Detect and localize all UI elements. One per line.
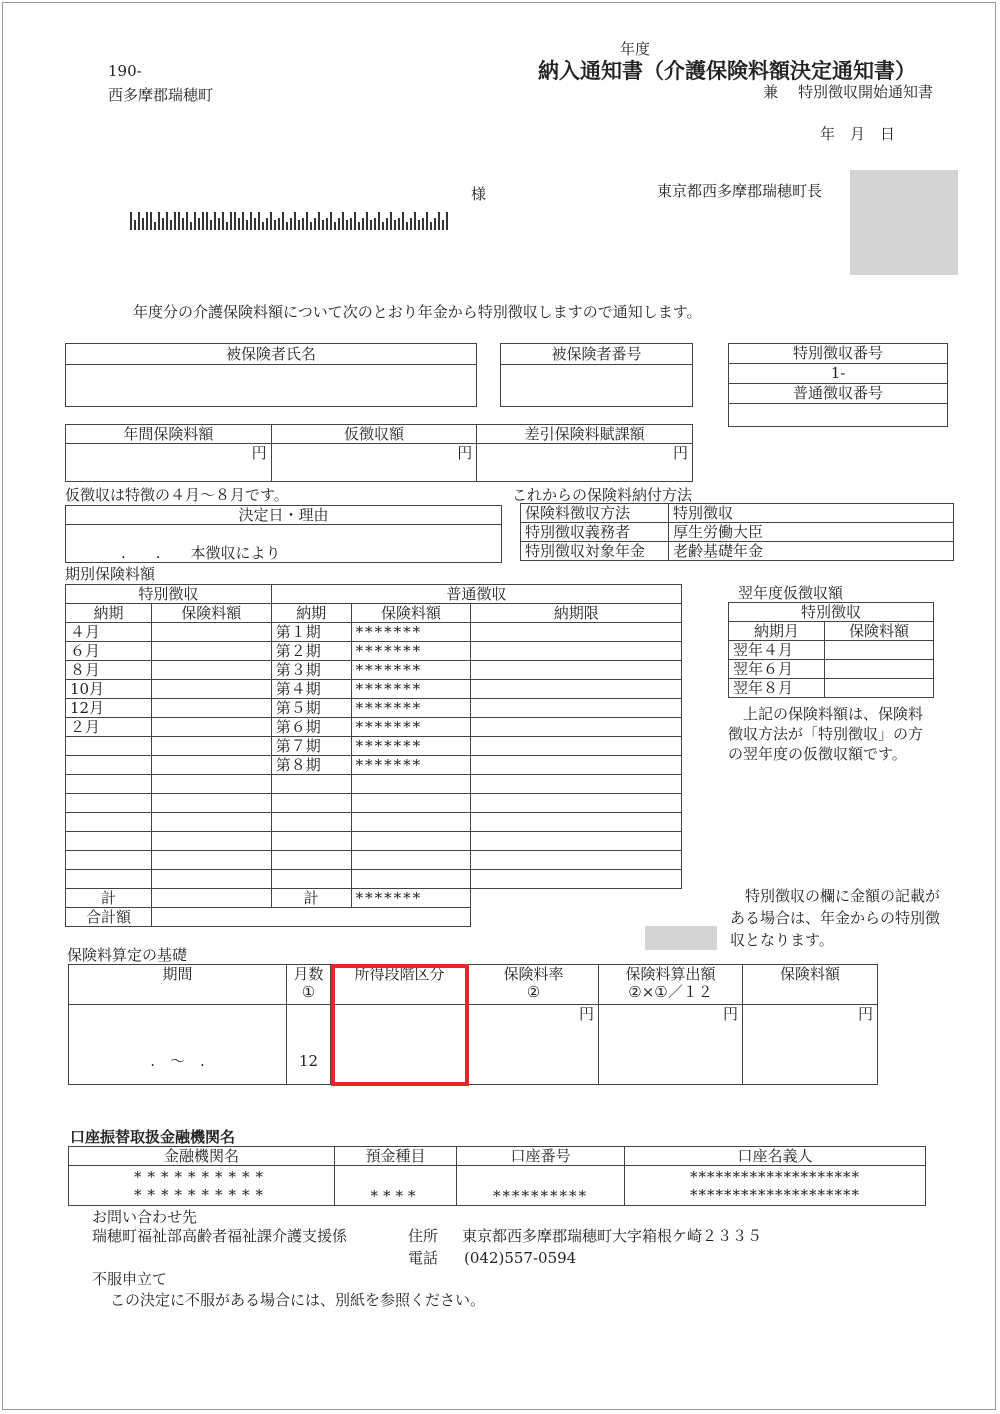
table-row (66, 832, 682, 851)
balance-yen: 円 (477, 444, 693, 482)
next-year-amount-header: 保険料額 (825, 622, 934, 641)
decision-header: 決定日・理由 (66, 506, 502, 525)
contact-phone: (042)557-0594 (464, 1249, 577, 1267)
table-row (66, 699, 682, 718)
normal-amount: ******* (351, 756, 471, 775)
annual-fee-yen: 円 (66, 444, 272, 482)
method-value: 特別徴収 (669, 504, 954, 523)
subtitle-prefix: 兼 (763, 83, 779, 101)
pension-label: 特別徴収対象年金 (521, 542, 669, 561)
next-year-month-header: 納期月 (729, 622, 825, 641)
next-year-table (728, 602, 934, 698)
contact-address-label: 住所 (408, 1227, 439, 1245)
special-month: 10月 (66, 680, 152, 699)
income-bracket-header: 所得段階区分 (331, 965, 469, 1005)
pension-value: 老齢基礎年金 (669, 542, 954, 561)
special-month: ８月 (66, 661, 152, 680)
normal-amount: ******* (351, 623, 471, 642)
rate-header: 保険料率 (503, 965, 564, 983)
months-value: 12 (287, 1005, 331, 1085)
table-row (729, 641, 934, 660)
table-row (66, 851, 682, 870)
collection-number-box (728, 343, 948, 427)
normal-amount: ******* (351, 737, 471, 756)
account-number-header: 口座番号 (457, 1147, 625, 1166)
institution-line-2: ********** (134, 1185, 269, 1204)
next-year-month: 翌年６月 (729, 660, 825, 679)
term-header: 納期 (271, 604, 351, 623)
calc-yen: 円 (599, 1005, 743, 1085)
obligor-label: 特別徴収義務者 (521, 523, 669, 542)
bank-table (68, 1146, 926, 1206)
amount-table (65, 424, 693, 482)
normal-term: 第１期 (271, 623, 351, 642)
next-year-month: 翌年４月 (729, 641, 825, 660)
provisional-note: 仮徴収は特徴の４月～８月です。 (65, 486, 289, 504)
next-year-subheader: 特別徴収 (729, 603, 934, 622)
deposit-type-value: **** (335, 1166, 457, 1206)
provisional-yen: 円 (271, 444, 477, 482)
normal-amount: ******* (351, 642, 471, 661)
special-collection-note: 特別徴収の欄に金額の記載がある場合は、年金からの特別徴収となります。 (730, 887, 941, 949)
document-title: 納入通知書（介護保険料額決定通知書） (538, 58, 916, 83)
annual-fee-header: 年間保険料額 (66, 425, 272, 444)
year-label: 年度 (620, 40, 651, 58)
table-row (66, 680, 682, 699)
institution-cell (69, 1166, 335, 1206)
issuer-name: 東京都西多摩郡瑞穂町長 (657, 182, 823, 200)
next-year-title: 翌年度仮徴収額 (738, 584, 844, 602)
grand-total-label: 合計額 (66, 908, 152, 927)
appeal-title: 不服申立て (92, 1270, 168, 1288)
special-month: ６月 (66, 642, 152, 661)
months-sub: ① (301, 983, 316, 1001)
special-month: 12月 (66, 699, 152, 718)
obligor-value: 厚生労働大臣 (669, 523, 954, 542)
contact-phone-label: 電話 (408, 1249, 439, 1267)
special-collection-header: 特別徴収 (66, 585, 272, 604)
insured-name-box (65, 343, 477, 407)
period-fee-title: 期別保険料額 (65, 565, 156, 583)
table-row (66, 623, 682, 642)
normal-amount: ******* (351, 699, 471, 718)
contact-title: お問い合わせ先 (92, 1208, 198, 1226)
redacted-mark (645, 926, 717, 950)
normal-term: 第４期 (271, 680, 351, 699)
account-holder-line-2: ******************** (690, 1185, 860, 1204)
income-bracket-highlight (331, 964, 469, 1086)
insured-name-header: 被保険者氏名 (66, 344, 476, 365)
fee-yen: 円 (743, 1005, 878, 1085)
provisional-header: 仮徴収額 (271, 425, 477, 444)
table-row (66, 661, 682, 680)
basis-table (68, 964, 878, 1085)
recipient-suffix: 様 (471, 185, 487, 203)
months-header-cell (287, 965, 331, 1005)
account-holder-cell (625, 1166, 926, 1206)
basis-title: 保険料算定の基礎 (67, 946, 188, 964)
period-value: . 〜 . (69, 1005, 287, 1085)
issue-date: 年 月 日 (820, 125, 896, 143)
normal-term: 第２期 (271, 642, 351, 661)
normal-term: 第３期 (271, 661, 351, 680)
method-label: 保険料徴収方法 (521, 504, 669, 523)
normal-amount: ******* (351, 680, 471, 699)
total-row (66, 889, 682, 908)
normal-number-header: 普通徴収番号 (729, 384, 947, 404)
intro-text: 年度分の介護保険料額について次のとおり年金から特別徴収しますので通知します。 (133, 303, 702, 321)
appeal-text: この決定に不服がある場合には、別紙を参照ください。 (110, 1291, 486, 1309)
normal-total-label: 計 (271, 889, 351, 908)
rate-header-cell (469, 965, 599, 1005)
table-row (66, 794, 682, 813)
deposit-type-header: 預金種目 (335, 1147, 457, 1166)
table-row (66, 775, 682, 794)
normal-total-amount: ******* (351, 889, 471, 908)
decision-value: . . 本徴収により (66, 525, 502, 563)
table-row (66, 737, 682, 756)
period-fee-table (65, 584, 682, 927)
postal-barcode (130, 212, 455, 230)
payment-method-title: これからの保険料納付方法 (512, 486, 693, 504)
account-holder-header: 口座名義人 (625, 1147, 926, 1166)
bank-title: 口座振替取扱金融機関名 (70, 1128, 236, 1146)
official-seal (850, 170, 958, 275)
normal-collection-header: 普通徴収 (271, 585, 681, 604)
payment-method-table (520, 503, 954, 561)
calc-sub: ②×①／１２ (628, 983, 713, 1001)
table-row (66, 813, 682, 832)
special-amount-header: 保険料額 (151, 604, 271, 623)
period-header: 期間 (69, 965, 287, 1005)
recipient-address: 西多摩郡瑞穂町 (108, 86, 214, 104)
contact-department: 瑞穂町福祉部高齢者福祉課介護支援係 (92, 1227, 348, 1245)
special-number-header: 特別徴収番号 (729, 344, 947, 364)
next-year-month: 翌年８月 (729, 679, 825, 698)
table-row (66, 756, 682, 775)
balance-header: 差引保険料賦課額 (477, 425, 693, 444)
normal-term: 第８期 (271, 756, 351, 775)
calc-header-cell (599, 965, 743, 1005)
fee-header: 保険料額 (743, 965, 878, 1005)
months-header: 月数 (293, 965, 324, 983)
normal-amount: ******* (351, 718, 471, 737)
grand-total-row (66, 908, 682, 927)
special-total-label: 計 (66, 889, 152, 908)
calc-header: 保険料算出額 (625, 965, 716, 983)
special-number-value: 1- (729, 364, 947, 384)
normal-term: 第５期 (271, 699, 351, 718)
special-month: ２月 (66, 718, 152, 737)
institution-line-1: ********** (134, 1167, 269, 1186)
insured-number-header: 被保険者番号 (501, 344, 692, 365)
institution-header: 金融機関名 (69, 1147, 335, 1166)
account-number-value: ********** (457, 1166, 625, 1206)
table-row (66, 870, 682, 889)
normal-term: 第７期 (271, 737, 351, 756)
table-row (729, 679, 934, 698)
postal-code: 190- (108, 62, 142, 80)
deadline-header: 納期限 (471, 604, 682, 623)
table-row (66, 718, 682, 737)
normal-term: 第６期 (271, 718, 351, 737)
rate-yen: 円 (469, 1005, 599, 1085)
normal-amount: ******* (351, 661, 471, 680)
account-holder-line-1: ******************** (690, 1167, 860, 1186)
table-row (729, 660, 934, 679)
special-month: ４月 (66, 623, 152, 642)
due-header: 納期 (66, 604, 152, 623)
normal-amount-header: 保険料額 (351, 604, 471, 623)
rate-sub: ② (526, 983, 541, 1001)
table-row (66, 642, 682, 661)
document-subtitle: 特別徴収開始通知書 (798, 83, 934, 101)
insured-number-box (500, 343, 693, 407)
next-year-note: 上記の保険料額は、保険料徴収方法が「特別徴収」の方の翌年度の仮徴収額です。 (728, 705, 924, 763)
contact-address: 東京都西多摩郡瑞穂町大字箱根ケ崎２３３５ (462, 1227, 763, 1245)
decision-table (65, 505, 502, 563)
